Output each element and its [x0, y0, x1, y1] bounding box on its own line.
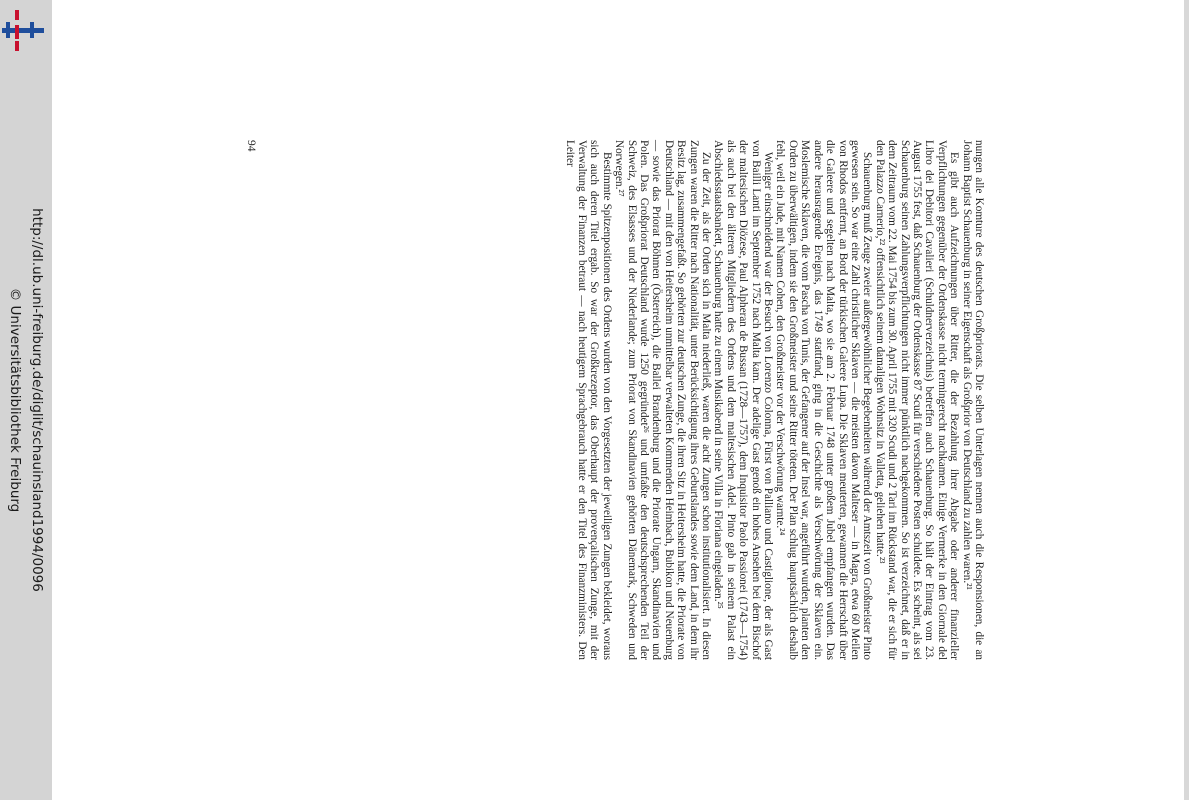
footer-credits — [4, 0, 48, 800]
document-page — [245, 140, 985, 660]
body-text — [563, 140, 985, 660]
sidebar-strip — [0, 0, 52, 800]
paragraph: Es gibt auch Aufzeichnungen über Ritter, die der Bezahlung ihrer Abgabe oder anderer finanzieller Verpflichtungen gegenüber der Ordenskasse nicht termingerecht nachkamen. Einige Vermerke in den Giornale del Libro dei Debitori Cavalieri (Schuldnerverzeichnis) betreffen auch Schauenburg. So hält der Eintrag vom 23. August 1755 fest, daß Schauenburg der Ordenskasse 87 Scudi für verschiedene Posten schuldete. Es scheint, als sei Schauenburg seinen Zahlungsverpflichtungen nicht immer pünktlich nachgekommen. So ist verzeichnet, daß er in dem Zeitraum vom 22. Mai 1754 bis zum 30. April 1755 mit 320 Scudi und 2 Tari im Rückstand war, die er sich für den Palazzo Carnerio,²² offensichtlich seinem damaligen Wohnsitz in Valletta, geliehen hatte.²³ — [873, 140, 961, 660]
scrollbar[interactable] — [1184, 0, 1189, 800]
paragraph: Zu der Zeit, als der Orden sich in Malta niederließ, waren die acht Zungen schon institutionalisiert. In diesen Zungen waren die Ritter nach Nationalität, unter Berücksichtigung ihres Geburtslandes sowie dem Land, in dem ihr Besitz lag, zusammengefaßt. So gehörten zur deutschen Zunge, die ihren Sitz in Heitersheim hatte, die Priorate von Deutschland — mit den von Heitersheim unmittelbar verwalteten Kommenden Heimbach, Bubikon und Neuenburg — sowie das Priorat Böhmen (Österreich), die Ballei Brandenburg und die Priorate Ungarn, Skandinavien und Polen. Das Großpriorat Deutschland wurde 1250 gegründet²⁶ und umfaßte den deutschsprechenden Teil der Schweiz, des Elsasses und der Niederlande; zum Priorat von Skandinavien gehörten Dänemark, Schweden und Norwegen.²⁷ — [613, 140, 713, 660]
paragraph: nungen alle Komture des deutschen Großpriorats. Die selben Unterlagen nennen auch die Responsionen, die an Johann Baptist Schauenburg in seiner Eigenschaft als Großprior von Deutschland zu zahlen waren.²¹ — [960, 140, 985, 660]
paragraph: Schauenburg muß Zeuge zweier außergewöhnlicher Begebenheiten während der Amtszeit von Großmeister Pinto gewesen sein. So war eine Zahl christlicher Sklaven — die meisten davon Malteser — in Magra, etwa 60 Meilen von Rhodos entfernt, an Bord der türkischen Galeere Lupa. Die Sklaven meuterten, gewannen die Herrschaft über die Galeere und segelten nach Malta, wo sie am 2. Februar 1748 unter großem Jubel empfangen wurden. Das andere herausragende Ereignis, das 1749 stattfand, ging in die Geschichte als Verschwörung der Sklaven ein. Moslemische Sklaven, die vom Pascha von Tunis, der Gefangener auf der Insel war, angeführt wurden, planten den Orden zu überwältigen, indem sie den Großmeister und seine Ritter töteten. Der Plan schlug hauptsächlich deshalb fehl, weil ein Jude, mit Namen Cohen, den Großmeister vor der Verschwörung warnte.²⁴ — [774, 140, 874, 660]
footer-copyright: © Universitätsbibliothek Freiburg — [7, 287, 23, 513]
paragraph: Weniger einschneidend war der Besuch von Lorenzo Colonna, Fürst von Palliano und Castiglione, der als Gast von Bailli Lanti im September 1752 nach Malta kam. Der adelige Gast genoß ein hohes Ansehen bei dem Bischof der maltesischen Diözese, Paul Alpheran de Bussan (1728—1757), dem Inquisitor Paolo Passionei (1743—1754) als auch bei den älteren Mitgliedern des Ordens und dem maltesischen Adel. Pinto gab in seinem Palast ein Abschiedsstaatsbankett, Schauenburg hatte zu einem Musikabend in seine Villa in Floriana eingeladen.²⁵ — [712, 140, 775, 660]
footer-url[interactable]: http://dl.ub.uni-freiburg.de/diglit/schauinsland1994/0096 — [29, 208, 45, 592]
page-number: 94 — [245, 140, 257, 152]
paragraph: Bestimmte Spitzenpositionen des Ordens wurden von den Vorgesetzten der jeweiligen Zungen bekleidet, woraus sich auch deren Titel ergab. So war der Großkrezeptor, das Oberhaupt der provençalischen Zunge, mit der Verwaltung der Finanzen betraut — nach heutigem Sprachgebrauch hatte er den Titel des Finanzministers. Den Leiter — [563, 140, 613, 660]
